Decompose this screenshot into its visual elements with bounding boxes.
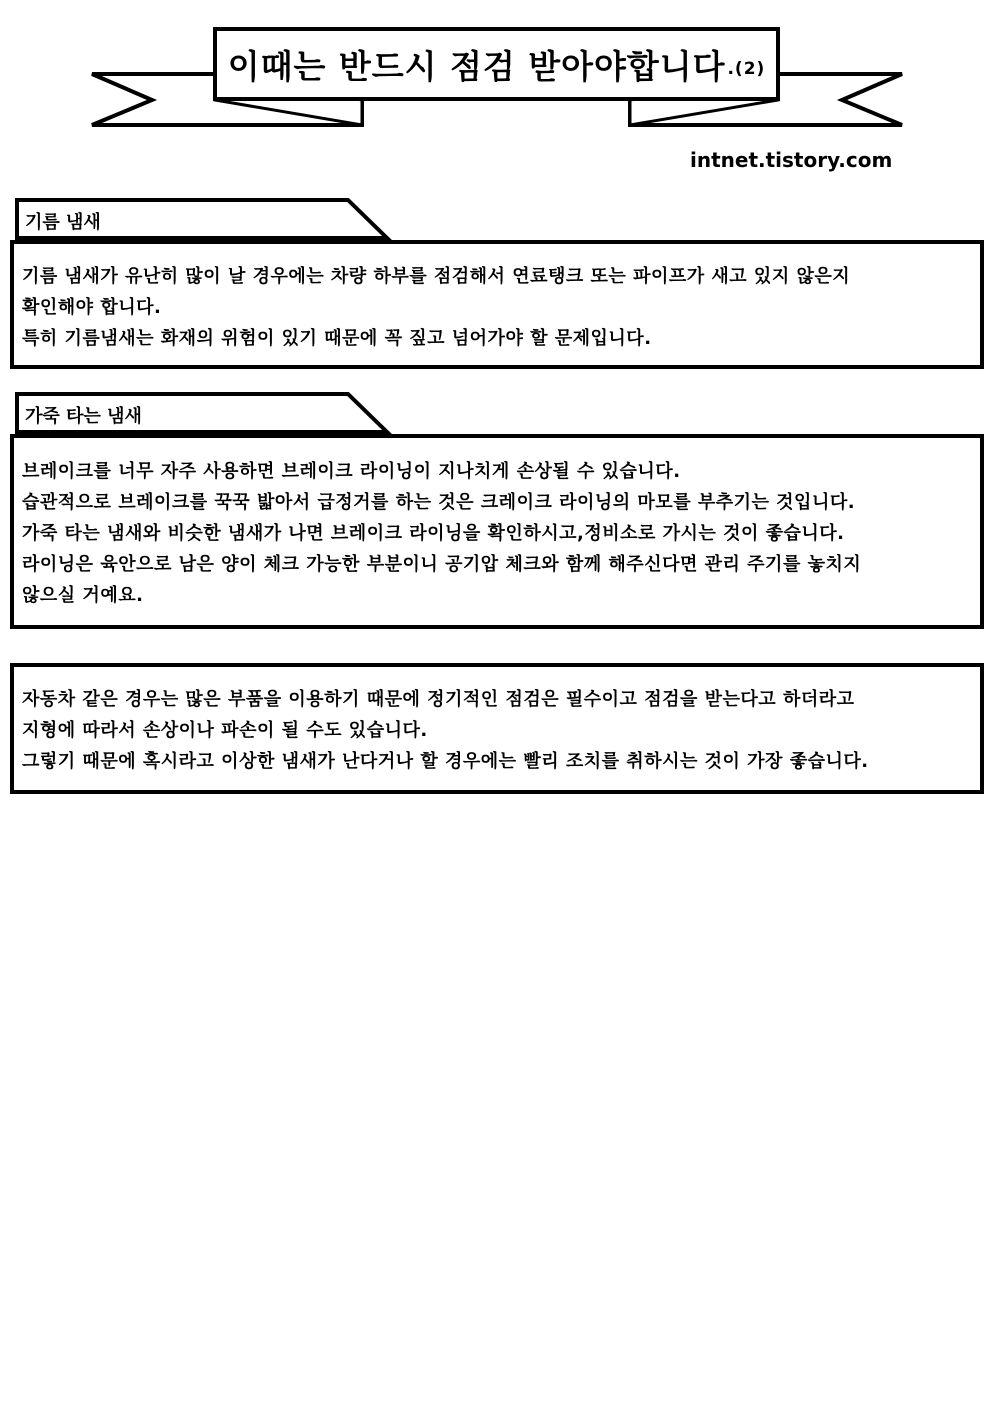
- text-line: 않으실 거예요.: [22, 585, 144, 606]
- section-box-summary: [10, 663, 984, 794]
- section-content: [14, 438, 980, 611]
- text-line: 가죽 타는 냄새와 비슷한 냄새가 나면 브레이크 라이닝을 확인하시고,정비소로 가시는 것이 좋습니다.: [22, 523, 845, 544]
- text-line: 특히 기름냄새는 화재의 위험이 있기 때문에 꼭 짚고 넘어가야 할 문제입니다.: [22, 328, 652, 349]
- text-line: 그렇기 때문에 혹시라고 이상한 냄새가 난다거나 할 경우에는 빨리 조치를 취하시는 것이 가장 좋습니다.: [22, 751, 869, 772]
- section-box-gas-smell: [10, 240, 984, 369]
- site-url: intnet.tistory.com: [690, 148, 893, 172]
- section-content: [14, 244, 980, 354]
- section-tab-label: 기름 냄새: [25, 212, 101, 233]
- page-title-suffix: .(2): [727, 59, 766, 79]
- section-tab-label: 가죽 타는 냄새: [25, 406, 142, 427]
- page-title-text: 이때는 반드시 점검 받아야합니다: [227, 46, 726, 86]
- section-content: [14, 667, 980, 777]
- title-banner: [0, 0, 992, 140]
- text-line: 라이닝은 육안으로 남은 양이 체크 가능한 부분이니 공기압 체크와 함께 해주신다면 관리 주기를 놓치지: [22, 554, 862, 575]
- section-tab-leather-burning-smell: [15, 392, 395, 438]
- text-line: 자동차 같은 경우는 많은 부품을 이용하기 때문에 정기적인 점검은 필수이고 점검을 받는다고 하더라고: [22, 689, 855, 710]
- page-title: [215, 29, 778, 99]
- text-line: 기름 냄새가 유난히 많이 날 경우에는 차량 하부를 점검해서 연료탱크 또는 파이프가 새고 있지 않은지: [22, 266, 851, 287]
- section-box-leather-burning-smell: [10, 434, 984, 629]
- text-line: 브레이크를 너무 자주 사용하면 브레이크 라이닝이 지나치게 손상될 수 있습니다.: [22, 461, 681, 482]
- text-line: 확인해야 합니다.: [22, 297, 162, 318]
- text-line: 습관적으로 브레이크를 꾹꾹 밟아서 급정거를 하는 것은 크레이크 라이닝의 마모를 부추기는 것입니다.: [22, 492, 856, 513]
- text-line: 지형에 따라서 손상이나 파손이 될 수도 있습니다.: [22, 720, 428, 741]
- section-tab-gas-smell: [15, 198, 395, 244]
